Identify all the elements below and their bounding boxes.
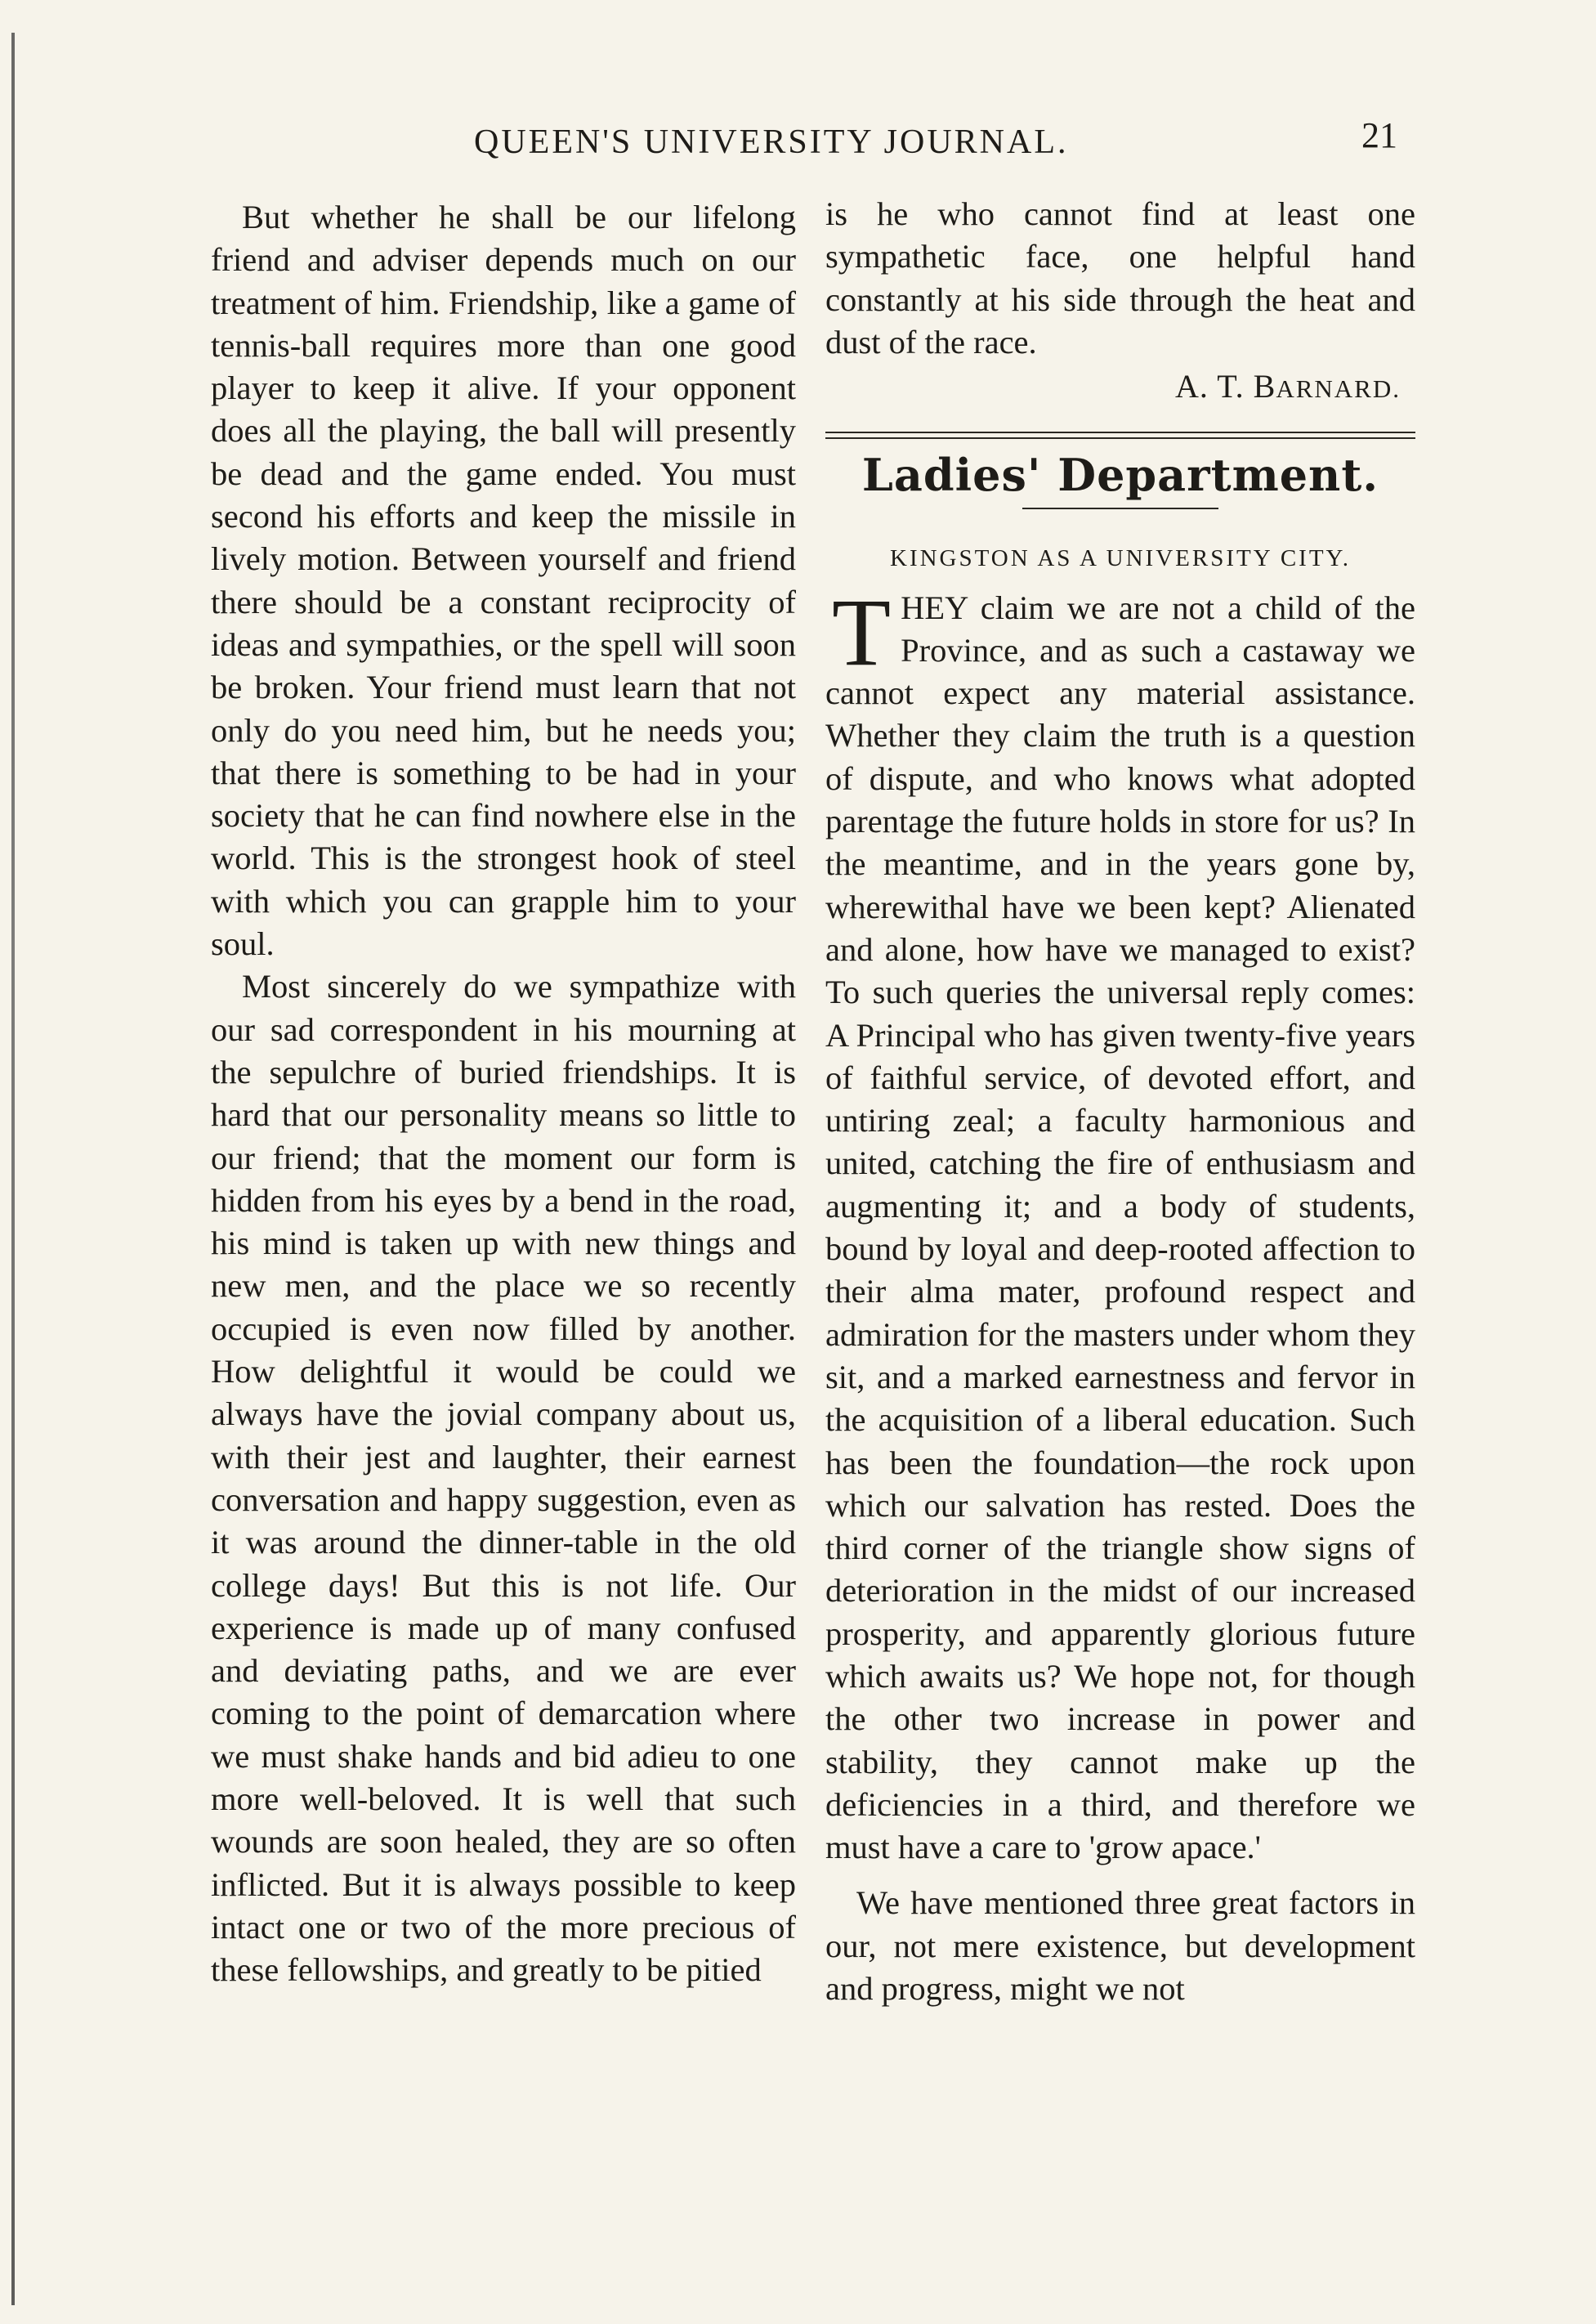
continuation-paragraph: is he who cannot find at least one sympathetic face, one helpful hand constantly at his side through the heat and dust of the race. [825,195,1415,360]
author-signature [825,365,1401,410]
section-divider [825,432,1415,439]
article-title: KINGSTON AS A UNIVERSITY CITY. [890,545,1351,572]
divider-rule-top [825,432,1415,433]
sympathy-paragraph: Most sincerely do we sympathize with our sad correspondent in his mourning at the sepulchre of buried friendships. It is hard that our personality means so little to our friend; that the moment our form is hidden from his eyes by a bend in the road, his mind is taken up with new things and new men, and the place we so recently occupied is even now filled by another. How delightful it would be could we always have the jovial company about us, with their jest and laughter, their earnest conversation and happy suggestion, even as it was around the dinner-table in the old college days! But this is not life. Our experience is made up of many confused and deviating paths, and we are ever coming to the point of demarcation where we must shake hands and bid adieu to one more well-beloved. It is well that such wounds are soon healed, they are so often inflicted. But it is always possible to keep intact one or two of the more precious of these fellowships, and greatly to be pitied [211,968,796,1989]
signature-surname: ARNARD. [1276,374,1401,404]
factors-paragraph: We have mentioned three great factors in our, not mere existence, but development and progress, might we not [825,1884,1415,2008]
page-number: 21 [1361,115,1397,155]
running-head: QUEEN'S UNIVERSITY JOURNAL. [474,123,1069,161]
kingston-paragraph [825,578,1415,1869]
divider-rule-bottom [825,437,1415,439]
heading-underline [1022,508,1218,509]
signature-initials: A. T. B [1175,368,1276,405]
friendship-paragraph: But whether he shall be our lifelong friend and adviser depends much on our treatment of him. Friendship, like a game of tennis-ball requires more than one good player to keep it alive. If your opponent does all the playing, the ball will presently be dead and the game ended. You must second his efforts and keep the missile in lively motion. Between yourself and friend there should be a constant reciprocity of ideas and sympathies, or the spell will soon be broken. Your friend must learn that not only do you need him, but he needs you; that there is something to be had in your society that he can find nowhere else in the world. This is the strongest hook of steel with which you can grapple him to your soul. [211,199,796,963]
left-column [211,196,796,1991]
page-binding-edge [11,33,15,2305]
kingston-paragraph-text: HEY claim we are not a child of the Province, and as such a castaway we cannot expect any material assistance. Whether they claim the truth is a question of dispute, and who knows what adopted parentage the future holds in store for us? In the meantime, and in the years gone by, wherewithal have we been kept? Alienated and alone, how have we managed to exist? To such queries the universal reply comes: A Principal who has given twenty-five years of faithful service, of devoted effort, and untiring zeal; a faculty harmonious and united, catching the fire of enthusiasm and augmenting it; and a body of students, bound by loyal and deep-rooted affection to their alma mater, profound respect and admiration for the masters under whom they sit, and a marked earnestness and fervor in the acquisition of a liberal education. Such has been the foundation—the rock upon which our salvation has rested. Does the third corner of the triangle show signs of deterioration in the midst of our increased prosperity, and apparently glorious future which awaits us? We hope not, for though the other two increase in power and stability, they cannot make up the deficiencies in a third, and therefore we must have a care to 'grow apace.' [825,589,1415,1866]
right-column [825,193,1415,2010]
drop-cap: T [832,578,892,686]
department-heading: Ladies' Department. [861,448,1379,501]
